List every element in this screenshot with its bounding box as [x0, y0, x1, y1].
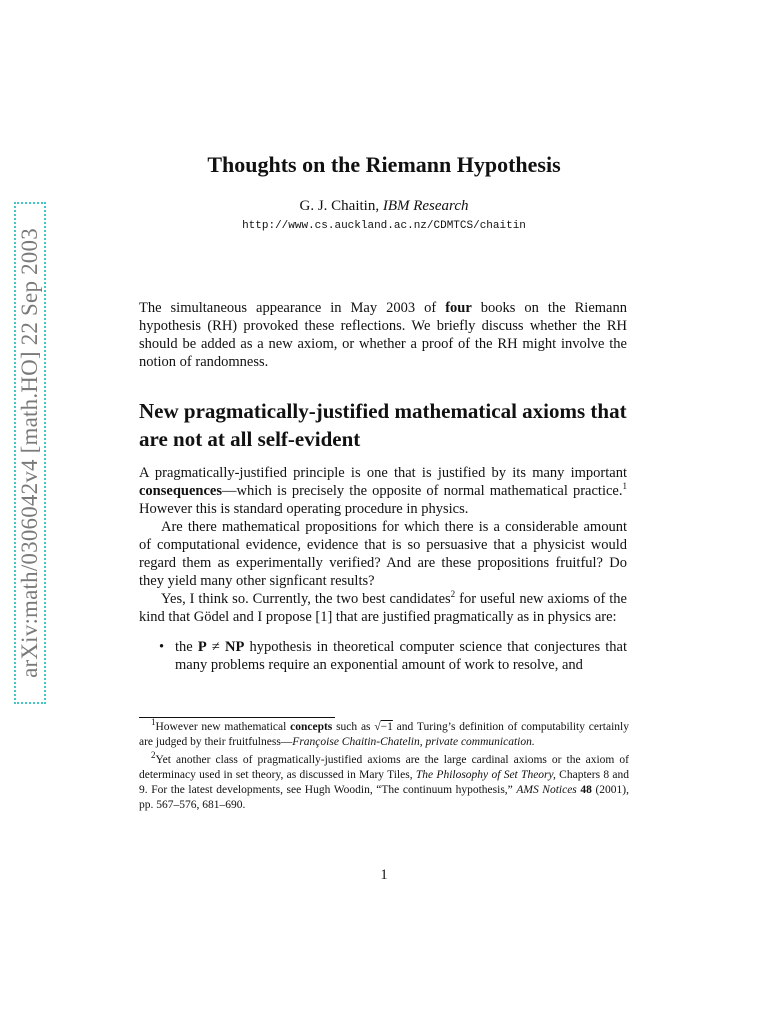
paragraph-3-text-rest: for useful new axioms of the kind that Gödel and I propose [1] that are justified pragmatically as in physics are: — [139, 591, 627, 625]
footnote-1-mark: 1 — [151, 717, 156, 728]
footnote-2-text-mid: Chapters 8 and 9. For the latest developments, see Hugh Woodin, “The continuum hypothesis,” — [139, 769, 629, 796]
arxiv-identifier: arXiv:math/0306042v4 [math.HO] 22 Sep 2003 — [17, 228, 42, 678]
not-equal-symbol: ≠ — [206, 639, 225, 655]
footnote-1-text-mid: such as — [332, 721, 375, 733]
footnote-ref-2[interactable]: 2 — [450, 589, 456, 600]
abstract-text-rest: books on the Riemann hypothesis (RH) provoked these reflections. We briefly discuss whether the RH should be added as a new axiom, or whether a proof of the RH might involve the notion of randomness. — [139, 300, 627, 370]
paragraph-1-tail: However this is standard operating procedure in physics. — [139, 501, 469, 517]
paragraph-1-emphasis: consequences — [139, 483, 222, 499]
list-item-text: the — [175, 639, 198, 655]
arxiv-stamp — [14, 202, 46, 704]
footnote-1-emphasis: concepts — [290, 721, 333, 733]
section-heading: New pragmatically-justified mathematical axioms that are not at all self-evident — [139, 399, 627, 451]
abstract-text: The simultaneous appearance in May 2003 of — [139, 300, 446, 316]
paragraph-3-text: Yes, I think so. Currently, the two best candidates — [161, 591, 451, 607]
list-item — [139, 638, 627, 674]
author-url[interactable]: http://www.cs.auckland.ac.nz/CDMTCS/chaitin — [242, 220, 526, 232]
author-line — [0, 198, 768, 215]
list-item-text-rest: hypothesis in theoretical computer science that conjectures that many problems require an exponential amount of work to resolve, and — [175, 639, 627, 673]
author-affiliation: IBM Research — [382, 198, 469, 214]
footnote-1 — [139, 717, 629, 750]
sqrt-sign: √ — [374, 721, 381, 733]
np-symbol: NP — [225, 639, 245, 655]
footnote-2-book-title: The Philosophy of Set Theory, — [415, 769, 556, 781]
abstract — [139, 299, 627, 371]
footnote-1-attribution: Françoise Chaitin-Chatelin, private communication. — [292, 736, 535, 748]
paper-title: Thoughts on the Riemann Hypothesis — [207, 152, 561, 177]
footnote-ref-1[interactable]: 1 — [622, 481, 627, 492]
paragraph-1-text-cont: —which is precisely the opposite of normal mathematical practice. — [221, 483, 623, 499]
footnote-2-mark: 2 — [151, 750, 156, 761]
paragraph-3 — [139, 590, 627, 626]
section-body — [139, 464, 627, 674]
footnote-2 — [139, 750, 629, 813]
bullet-icon: • — [159, 639, 165, 655]
paragraph-2: Are there mathematical propositions for which there is a considerable amount of computational evidence, evidence that is so persuasive that a physicist would regard them as experimentally verified? And are these propositions fruitful? Do they yield many other signficant results? — [139, 519, 627, 589]
footnote-2-journal: AMS Notices — [516, 784, 577, 796]
paragraph-1-text: A pragmatically-justified principle is one that is justified by its many important — [139, 465, 627, 481]
footnote-divider — [139, 717, 335, 718]
footnote-2-text-rest: (2001), pp. 567–576, 681–690. — [139, 784, 629, 811]
p-symbol: P — [197, 639, 207, 655]
footnotes — [139, 717, 629, 813]
footnote-2-text: Yet another class of pragmatically-justified axioms are the large cardinal axioms or the axiom of determinacy used in set theory, as discussed in Mary Tiles, — [139, 754, 629, 781]
footnote-1-text: However new mathematical — [155, 721, 291, 733]
paragraph-1 — [139, 464, 627, 518]
abstract-emphasis: four — [445, 300, 472, 316]
author-name: G. J. Chaitin, — [299, 198, 383, 214]
page-number: 1 — [380, 867, 388, 883]
footnote-2-volume: 48 — [580, 784, 592, 796]
sqrt-radicand: −1 — [380, 721, 393, 733]
footnote-1-text-rest: and Turing’s definition of computability certainly are judged by their fruitfulness— — [139, 721, 629, 748]
candidate-list — [139, 638, 627, 674]
